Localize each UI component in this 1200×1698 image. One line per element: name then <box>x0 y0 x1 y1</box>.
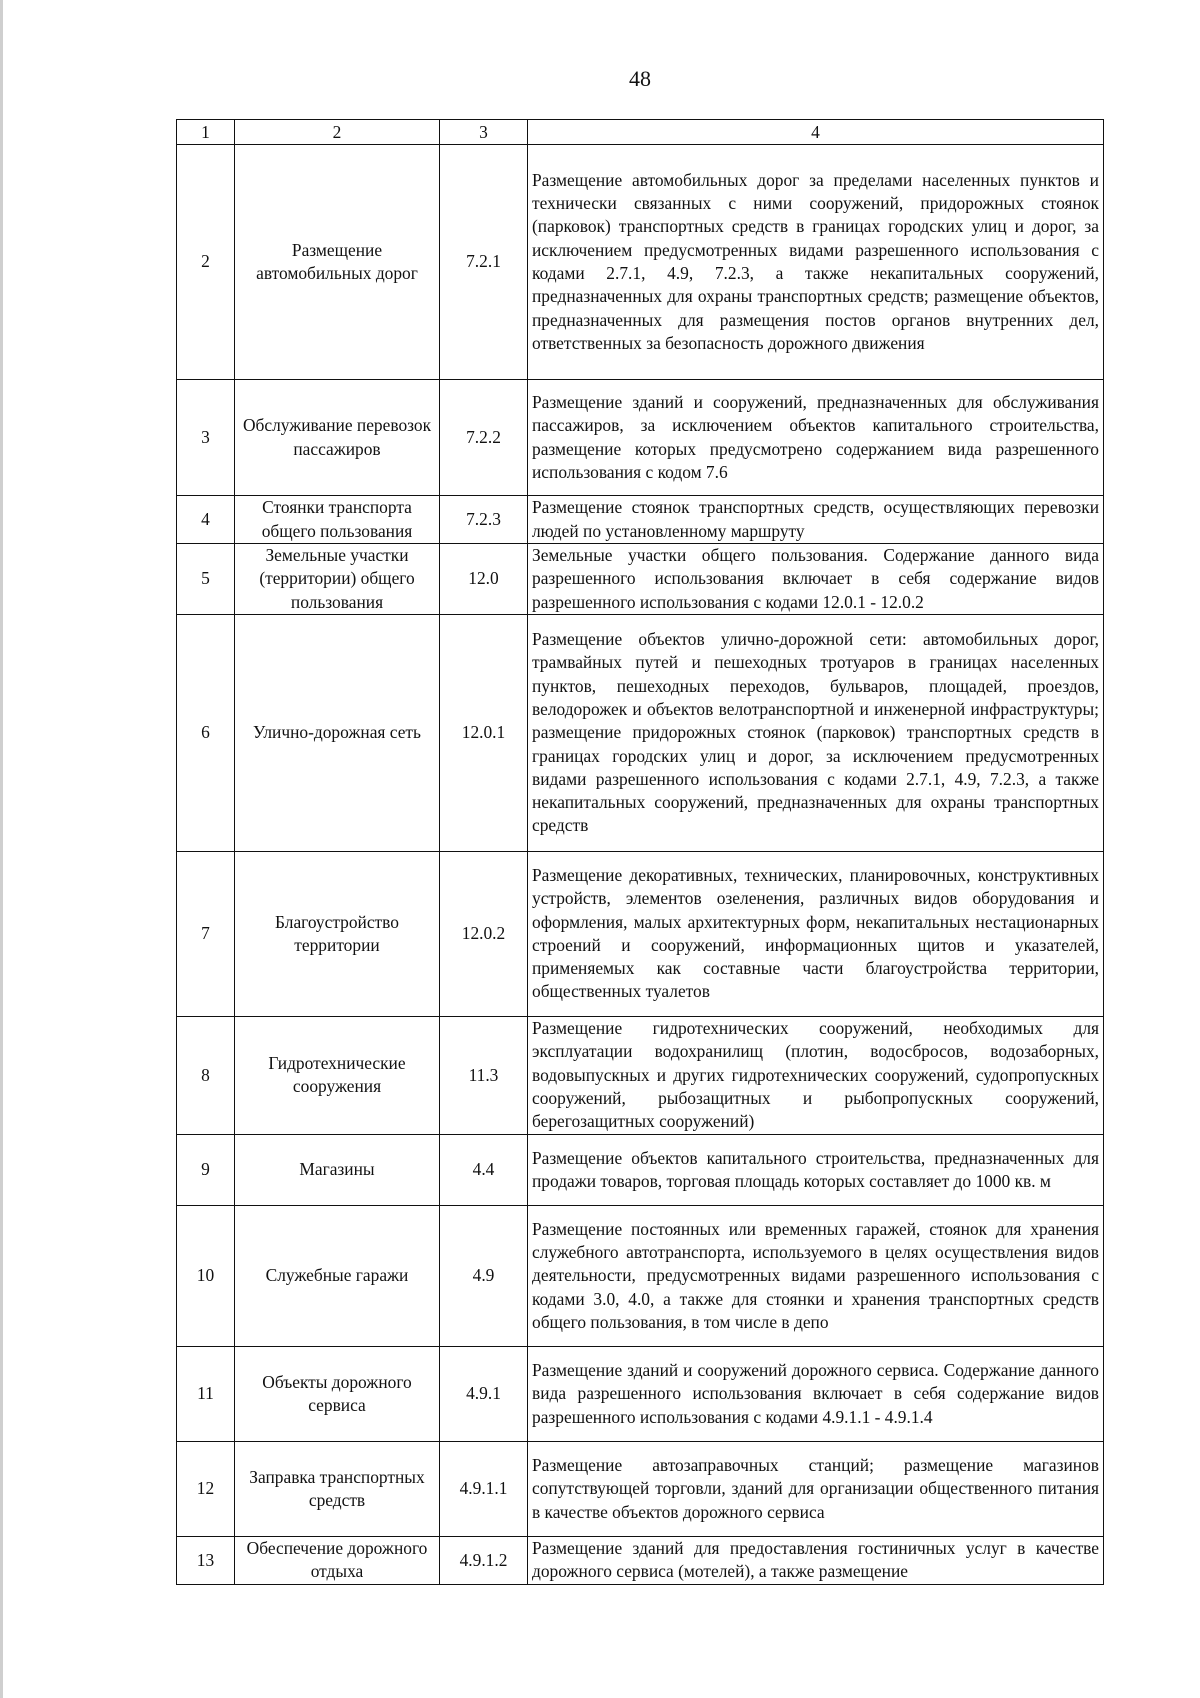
use-name: Благоустройство территории <box>235 851 440 1016</box>
use-name: Обеспечение дорожного отдыха <box>235 1536 440 1584</box>
use-name: Улично-дорожная сеть <box>235 614 440 851</box>
use-description: Размещение стоянок транспортных средств, осуществляющих перевозки людей по установленному маршруту <box>528 496 1104 544</box>
use-code: 12.0.1 <box>440 614 528 851</box>
use-code: 4.9.1.1 <box>440 1441 528 1536</box>
use-name: Обслуживание перевозок пассажиров <box>235 380 440 496</box>
row-number: 8 <box>177 1016 235 1134</box>
use-code: 4.9 <box>440 1205 528 1346</box>
use-name: Магазины <box>235 1134 440 1205</box>
use-name: Стоянки транспорта общего пользования <box>235 496 440 544</box>
table-row <box>177 1016 1104 1134</box>
table-row <box>177 851 1104 1016</box>
use-description: Размещение зданий и сооружений, предназначенных для обслуживания пассажиров, за исключением объектов капитального строительства, размещение которых предусмотрено содержанием вида разрешенного использования с кодом 7.6 <box>528 380 1104 496</box>
row-number: 10 <box>177 1205 235 1346</box>
table-header-row <box>177 120 1104 145</box>
table-row <box>177 1346 1104 1441</box>
row-number: 12 <box>177 1441 235 1536</box>
use-name: Гидротехнические сооружения <box>235 1016 440 1134</box>
use-code: 4.9.1.2 <box>440 1536 528 1584</box>
table-row <box>177 1536 1104 1584</box>
use-description: Размещение объектов улично-дорожной сети: автомобильных дорог, трамвайных путей и пешеходных тротуаров в границах населенных пунктов, пешеходных переходов, бульваров, площадей, проездов, велодорожек и объектов велотранспортной и инженерной инфраструктуры; размещение придорожных стоянок (парковок) транспортных средств в границах городских улиц и дорог, за исключением предусмотренных видами разрешенного использования с кодами 2.7.1, 4.9, 7.2.3, а также некапитальных сооружений, предназначенных для охраны транспортных средств <box>528 614 1104 851</box>
use-code: 11.3 <box>440 1016 528 1134</box>
use-code: 7.2.2 <box>440 380 528 496</box>
use-name: Служебные гаражи <box>235 1205 440 1346</box>
use-code: 4.4 <box>440 1134 528 1205</box>
table-row <box>177 380 1104 496</box>
row-number: 3 <box>177 380 235 496</box>
row-number: 5 <box>177 544 235 615</box>
use-code: 7.2.3 <box>440 496 528 544</box>
use-code: 12.0.2 <box>440 851 528 1016</box>
use-description: Земельные участки общего пользования. Содержание данного вида разрешенного использования включает в себя содержание видов разрешенного использования с кодами 12.0.1 - 12.0.2 <box>528 544 1104 615</box>
row-number: 11 <box>177 1346 235 1441</box>
use-name: Земельные участки (территории) общего пользования <box>235 544 440 615</box>
use-name: Заправка транспортных средств <box>235 1441 440 1536</box>
page-number: 48 <box>629 66 651 91</box>
use-description: Размещение зданий для предоставления гостиничных услуг в качестве дорожного сервиса (мотелей), а также размещение <box>528 1536 1104 1584</box>
row-number: 6 <box>177 614 235 851</box>
table-row <box>177 145 1104 380</box>
use-description: Размещение постоянных или временных гаражей, стоянок для хранения служебного автотранспорта, используемого в целях осуществления видов деятельности, предусмотренных видами разрешенного использования с кодами 3.0, 4.0, а также для стоянки и хранения транспортных средств общего пользования, в том числе в депо <box>528 1205 1104 1346</box>
use-description: Размещение автозаправочных станций; размещение магазинов сопутствующей торговли, зданий для организации общественного питания в качестве объектов дорожного сервиса <box>528 1441 1104 1536</box>
use-description: Размещение зданий и сооружений дорожного сервиса. Содержание данного вида разрешенного использования включает в себя содержание видов разрешенного использования с кодами 4.9.1.1 - 4.9.1.4 <box>528 1346 1104 1441</box>
header-cell: 2 <box>235 120 440 145</box>
use-name: Объекты дорожного сервиса <box>235 1346 440 1441</box>
table-row <box>177 614 1104 851</box>
header-cell: 4 <box>528 120 1104 145</box>
use-description: Размещение объектов капитального строительства, предназначенных для продажи товаров, торговая площадь которых составляет до 1000 кв. м <box>528 1134 1104 1205</box>
header-cell: 1 <box>177 120 235 145</box>
use-code: 12.0 <box>440 544 528 615</box>
table-row <box>177 544 1104 615</box>
row-number: 9 <box>177 1134 235 1205</box>
use-description: Размещение автомобильных дорог за пределами населенных пунктов и технически связанных с ними сооружений, придорожных стоянок (парковок) транспортных средств в границах городских улиц и дорог, за исключением предусмотренных видами разрешенного использования с кодами 2.7.1, 4.9, 7.2.3, а также некапитальных сооружений, предназначенных для охраны транспортных средств; размещение объектов, предназначенных для размещения постов органов внутренних дел, ответственных за безопасность дорожного движения <box>528 145 1104 380</box>
table-row <box>177 1205 1104 1346</box>
table-row <box>177 496 1104 544</box>
row-number: 7 <box>177 851 235 1016</box>
header-cell: 3 <box>440 120 528 145</box>
row-number: 4 <box>177 496 235 544</box>
table-row <box>177 1134 1104 1205</box>
row-number: 13 <box>177 1536 235 1584</box>
table-row <box>177 1441 1104 1536</box>
use-description: Размещение гидротехнических сооружений, необходимых для эксплуатации водохранилищ (плотин, водосбросов, водозаборных, водовыпускных и других гидротехнических сооружений, судопропускных сооружений, рыбозащитных и рыбопропускных сооружений, берегозащитных сооружений) <box>528 1016 1104 1134</box>
use-code: 7.2.1 <box>440 145 528 380</box>
scan-edge <box>0 0 3 1698</box>
use-name: Размещение автомобильных дорог <box>235 145 440 380</box>
row-number: 2 <box>177 145 235 380</box>
land-use-table <box>176 119 1104 1585</box>
use-code: 4.9.1 <box>440 1346 528 1441</box>
use-description: Размещение декоративных, технических, планировочных, конструктивных устройств, элементов озеленения, различных видов оборудования и оформления, малых архитектурных форм, некапитальных нестационарных строений и сооружений, информационных щитов и указателей, применяемых как составные части благоустройства территории, общественных туалетов <box>528 851 1104 1016</box>
